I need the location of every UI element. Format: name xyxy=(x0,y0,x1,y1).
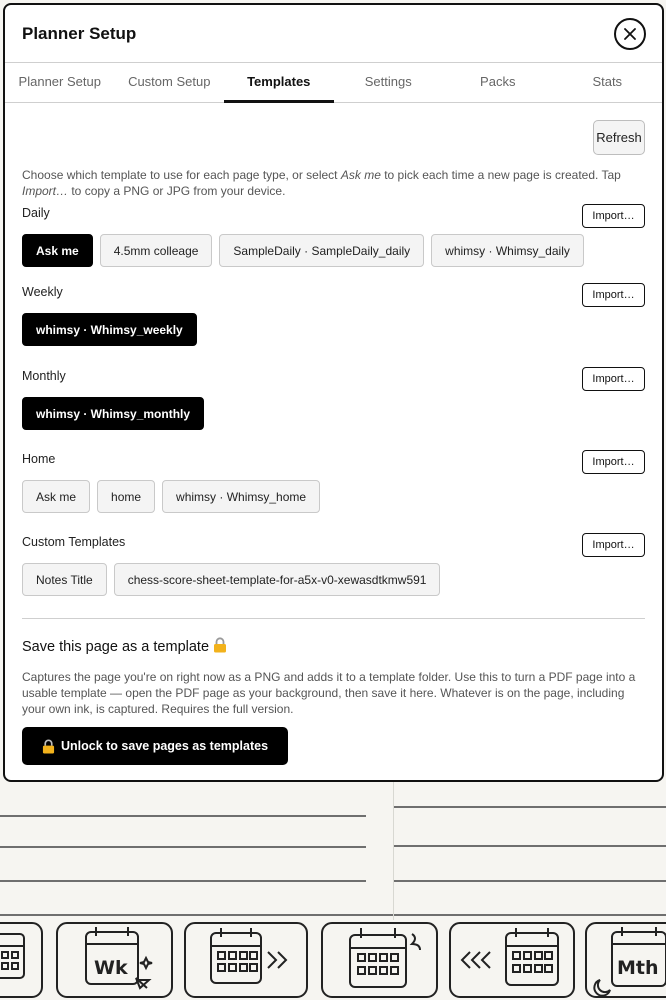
tile-label: Wk xyxy=(94,957,128,979)
description-import: Import… xyxy=(22,184,69,198)
tab-stats[interactable]: Stats xyxy=(592,74,623,89)
template-chip-ask-me[interactable]: Ask me xyxy=(22,480,90,513)
ruled-line xyxy=(0,815,366,817)
section-weekly xyxy=(22,283,645,346)
template-chip-group xyxy=(22,313,645,346)
template-chip[interactable]: whimsy · Whimsy_monthly xyxy=(22,397,204,430)
description-text: Choose which template to use for each page type, or select xyxy=(22,168,341,182)
templates-description xyxy=(22,167,645,199)
ruled-line xyxy=(0,846,366,848)
planner-setup-dialog xyxy=(3,3,664,782)
save-template-title: Save this page as a template xyxy=(22,639,210,655)
description-text: to pick each time a new page is created. Tap xyxy=(380,168,621,182)
section-title: Daily xyxy=(22,206,50,220)
section-title: Custom Templates xyxy=(22,535,126,549)
template-chip-group xyxy=(22,234,645,267)
ruled-line xyxy=(393,806,666,808)
divider xyxy=(22,618,645,619)
tab-custom-setup[interactable]: Custom Setup xyxy=(128,74,211,89)
ruled-line xyxy=(393,845,666,847)
close-button[interactable] xyxy=(614,18,646,50)
tab-planner-setup[interactable]: Planner Setup xyxy=(18,74,101,89)
tab-packs[interactable]: Packs xyxy=(480,74,516,89)
planner-nav-strip xyxy=(0,918,666,1000)
import-button[interactable]: Import… xyxy=(582,533,645,557)
template-chip[interactable]: chess-score-sheet-template-for-a5x-v0-xewasdtkmw591 xyxy=(114,563,441,596)
template-chip-group xyxy=(22,480,645,513)
calendar-sparkle-icon xyxy=(322,923,437,997)
template-chip[interactable]: 4.5mm colleage xyxy=(100,234,213,267)
import-button[interactable]: Import… xyxy=(582,450,645,474)
lock-icon xyxy=(42,739,55,754)
section-title: Weekly xyxy=(22,285,63,299)
tab-templates[interactable]: Templates xyxy=(224,63,334,102)
lock-icon xyxy=(213,637,227,653)
import-button[interactable]: Import… xyxy=(582,283,645,307)
import-button[interactable]: Import… xyxy=(582,367,645,391)
template-chip[interactable]: SampleDaily · SampleDaily_daily xyxy=(219,234,424,267)
calendar-icon xyxy=(0,923,42,997)
section-title: Home xyxy=(22,452,56,466)
ruled-line xyxy=(0,914,666,916)
calendar-next-icon xyxy=(185,923,307,997)
save-template-heading xyxy=(22,637,645,655)
save-template-description: Captures the page you're on right now as a PNG and adds it to a template folder. Use this to turn a PDF page into a usable template — open the PDF page as your background, then save it here. Whatever is on the page, including your own ink, is captured. Requires the full version. xyxy=(22,670,636,716)
section-title: Monthly xyxy=(22,369,66,383)
import-button[interactable]: Import… xyxy=(582,204,645,228)
template-chip-ask-me[interactable]: Ask me xyxy=(22,234,93,267)
section-monthly xyxy=(22,367,645,430)
refresh-button[interactable]: Refresh xyxy=(593,120,645,155)
tab-settings[interactable]: Settings xyxy=(364,74,412,89)
section-custom-templates xyxy=(22,533,645,596)
section-home xyxy=(22,450,645,513)
calendar-prev-icon xyxy=(450,923,574,997)
tile-label: Mth xyxy=(617,957,659,979)
template-chip[interactable]: whimsy · Whimsy_daily xyxy=(431,234,584,267)
ruled-line xyxy=(393,880,666,882)
close-icon xyxy=(623,27,637,41)
templates-panel xyxy=(5,103,662,765)
dialog-header xyxy=(5,5,662,63)
template-chip[interactable]: Notes Title xyxy=(22,563,107,596)
template-chip-group xyxy=(22,563,645,596)
template-chip-group xyxy=(22,397,645,430)
template-chip[interactable]: home xyxy=(97,480,155,513)
dialog-title: Planner Setup xyxy=(22,23,137,43)
template-chip[interactable]: whimsy · Whimsy_weekly xyxy=(22,313,197,346)
unlock-button-label: Unlock to save pages as templates xyxy=(61,739,269,753)
description-text: to copy a PNG or JPG from your device. xyxy=(68,184,286,198)
template-chip[interactable]: whimsy · Whimsy_home xyxy=(162,480,320,513)
section-daily xyxy=(22,204,645,267)
description-ask-me: Ask me xyxy=(340,168,381,182)
ruled-line xyxy=(0,880,366,882)
tab-bar xyxy=(5,63,662,103)
unlock-save-template-button[interactable] xyxy=(22,727,288,765)
page-divider xyxy=(393,780,394,920)
